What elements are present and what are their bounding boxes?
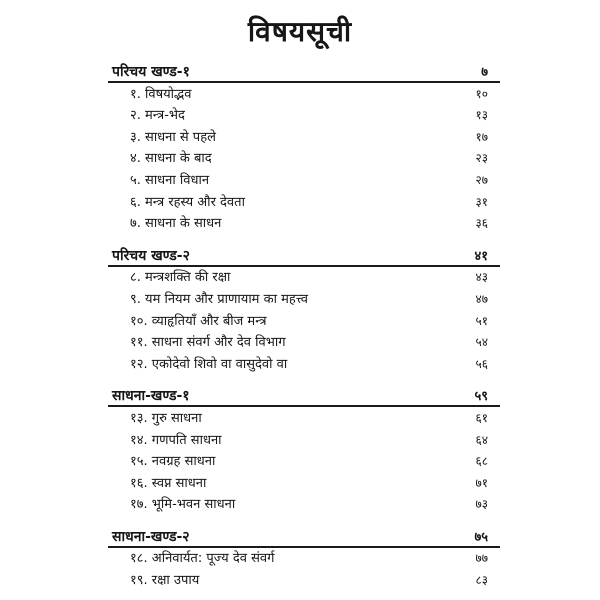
toc-entry [0,311,600,333]
toc-entry-label: ११. साधना संवर्ग और देव विभाग [130,335,286,351]
toc-section-2 [0,246,600,376]
toc-entry-label: ५. साधना विधान [130,172,210,188]
section-heading-label: परिचय खण्ड-२ [112,247,190,264]
toc-entry-label: १९. रक्षा उपाय [130,573,200,589]
toc-entry [0,105,600,127]
toc-entry-label: १६. स्वप्न साधना [130,475,207,491]
toc-section-3 [0,386,600,516]
toc-entry-label: १८. अनिवार्यत: पूज्य देव संवर्ग [130,551,275,567]
table-of-contents [0,62,600,592]
toc-entry-label: १३. गुरु साधना [130,410,202,426]
toc-entry-page: ६१ [475,410,488,425]
toc-entry [0,84,600,106]
toc-entry [0,548,600,570]
section-heading-page: ४१ [474,248,488,264]
toc-entry-page: ४३ [475,270,488,285]
toc-entry-page: १३ [475,108,488,123]
toc-entry [0,570,600,592]
toc-entry [0,430,600,452]
section-gap [0,235,600,246]
toc-entry [0,289,600,311]
toc-entry [0,213,600,235]
toc-entry-page: ७३ [475,497,488,512]
toc-entry-page: ३१ [475,194,488,209]
toc-entry [0,408,600,430]
toc-entry-label: १२. एकोदेवो शिवो वा वासुदेवो वा [130,356,288,372]
toc-entry-page: १० [475,86,488,101]
toc-entry [0,473,600,495]
section-heading [0,62,600,84]
toc-entry-label: ८. मन्त्रशक्ति की रक्षा [130,270,231,286]
toc-entry-page: ७७ [475,551,488,566]
toc-entry-label: २. मन्त्र-भेद [130,108,185,124]
toc-entry-page: ६४ [475,432,488,447]
toc-entry-label: १४. गणपति साधना [130,432,222,448]
toc-entry-page: ७१ [475,475,488,490]
toc-entry-page: ६८ [475,454,488,469]
toc-entry [0,332,600,354]
toc-entry-label: १. विषयोद्भव [130,86,192,102]
toc-entry-label: ३. साधना से पहले [130,129,216,145]
section-heading [0,246,600,268]
toc-entry [0,170,600,192]
section-heading [0,527,600,549]
section-heading-page: ५९ [474,389,488,405]
section-gap [0,516,600,527]
toc-entry-page: १७ [475,129,488,144]
toc-entry-label: ९. यम नियम और प्राणायाम का महत्त्व [130,291,308,307]
toc-entry-page: ४७ [475,291,488,306]
section-heading-label: परिचय खण्ड-१ [112,64,190,80]
toc-entry [0,148,600,170]
toc-entry-page: २७ [475,172,488,187]
toc-entry-page: ५६ [475,356,488,371]
toc-entry-label: ४. साधना के बाद [130,151,212,167]
toc-entry-label: ६. मन्त्र रहस्य और देवता [130,194,245,210]
section-heading-page: ७ [481,65,488,80]
toc-entry-label: १०. व्याहृतियाँ और बीज मन्त्र [130,313,267,329]
toc-entry [0,192,600,214]
toc-entry-label: १५. नवग्रह साधना [130,454,216,470]
toc-entry-page: २३ [475,151,488,166]
toc-entry-page: ५४ [475,335,488,350]
section-heading-page: ७५ [474,529,488,545]
section-heading [0,386,600,408]
toc-entry-page: ५१ [475,313,488,328]
section-heading-label: साधना-खण्ड-२ [112,528,190,545]
section-heading-label: साधना-खण्ड-१ [112,388,190,405]
section-gap [0,375,600,386]
toc-entry-label: १७. भूमि-भवन साधना [130,497,236,513]
toc-section-4 [0,527,600,592]
toc-entry-page: ८३ [475,573,488,588]
toc-entry-label: ७. साधना के साधन [130,216,222,232]
page-title: विषयसूची [247,15,353,48]
toc-entry [0,354,600,376]
toc-section-1 [0,62,600,235]
toc-entry [0,127,600,149]
toc-entry [0,494,600,516]
toc-entry [0,267,600,289]
toc-entry-page: ३६ [475,216,488,231]
toc-entry [0,451,600,473]
